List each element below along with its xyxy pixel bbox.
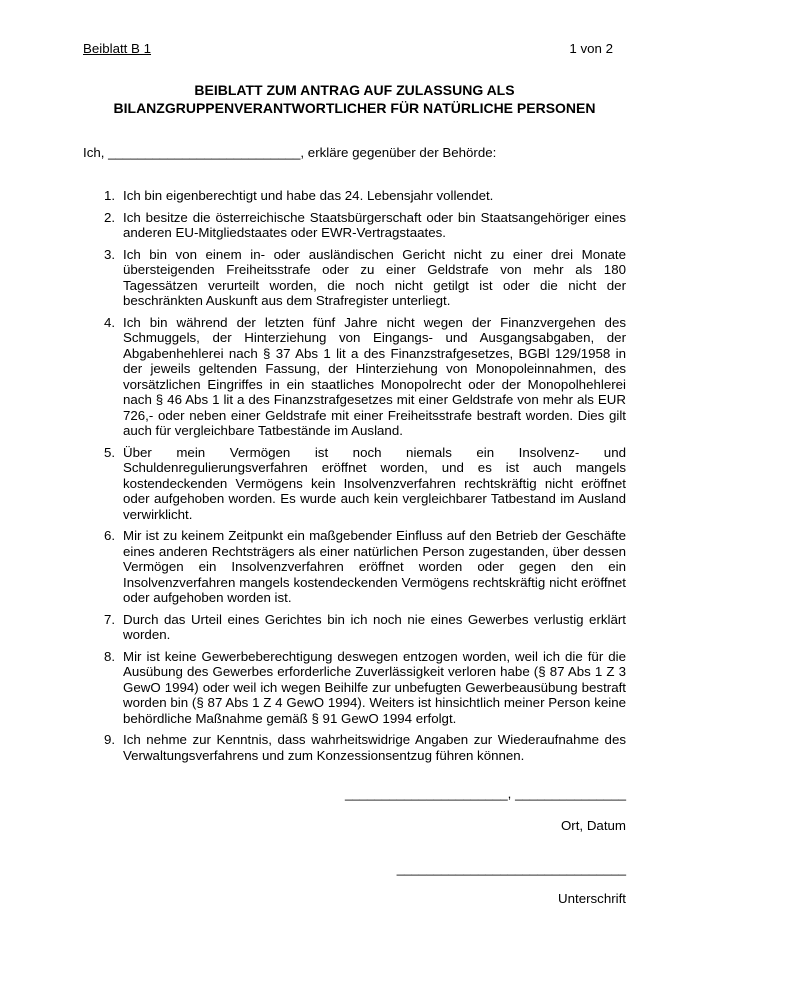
declaration-item-8 <box>83 649 626 727</box>
intro-suffix: , erkläre gegenüber der Behörde: <box>300 145 497 160</box>
document-title <box>83 82 626 117</box>
intro-prefix: Ich, <box>83 145 109 160</box>
declaration-item-1 <box>83 188 626 204</box>
document-title-line-1: BEIBLATT ZUM ANTRAG AUF ZULASSUNG ALS <box>194 82 515 98</box>
document-title-line-2: BILANZGRUPPENVERANTWORTLICHER FÜR NATÜRLICHE PERSONEN <box>113 99 596 116</box>
item-number: 5. <box>104 444 116 460</box>
item-number: 2. <box>104 209 116 225</box>
item-number: 8. <box>104 648 116 664</box>
unterschrift-blank-field: _______________________________ <box>396 861 626 876</box>
ort-datum-separator: , <box>507 786 516 801</box>
item-text: Ich bin eigenberechtigt und habe das 24. Lebensjahr vollendet. <box>123 188 494 203</box>
item-number: 9. <box>104 732 116 747</box>
declaration-item-2 <box>83 210 626 241</box>
item-text: Ich bin während der letzten fünf Jahre nicht wegen der Finanzvergehen des Schmuggels, der Hinterziehung von Eingangs- und Ausgangsabgaben, der Abgabenhehlerei nach § 37 Abs 1 lit a des Finanzstrafgesetzes, BGBl 129/1958 in der jeweils geltenden Fassung, der Hinterziehung von Monopoleinnahmen, des vorsätzlichen Eingriffes in ein staatliches Monopolrecht oder der Monopolhehlerei nach § 46 Abs 1 lit a des Finanzstrafgesetzes mit einer Geldstrafe von mehr als EUR 726,- oder neben einer Geldstrafe mit einer Freiheitsstrafe bestraft worden. Dies gilt auch für vergleichbare Tatbestände im Ausland. <box>123 314 626 438</box>
ort-blank-field: ______________________ <box>344 786 508 801</box>
item-text: Über mein Vermögen ist noch niemals ein Insolvenz- und Schuldenregulierungsverfahren eröffnet worden, und es ist auch mangels kostendeckenden Vermögens kein Insolvenzverfahren rechtskräftig nicht eröffnet oder aufgehoben worden. Es wurde auch kein vergleichbarer Tatbestand im Ausland verwirklicht. <box>123 444 626 522</box>
declaration-item-9 <box>83 732 626 763</box>
declaration-item-3 <box>83 247 626 309</box>
item-number: 4. <box>104 314 116 330</box>
declaration-item-5 <box>83 445 626 523</box>
item-number: 6. <box>104 528 116 543</box>
ort-datum-label: Ort, Datum <box>560 818 626 833</box>
unterschrift-label: Unterschrift <box>558 891 626 906</box>
item-text: Ich bin von einem in- oder ausländischen Gericht nicht zu einer drei Monate übersteigenden Freiheitsstrafe oder zu einer Geldstrafe von mehr als 180 Tagessätzen verurteilt worden, die noch nicht getilgt ist oder die nicht der beschränkten Auskunft aus dem Strafregister unterliegt. <box>123 246 626 308</box>
item-number: 3. <box>104 246 116 262</box>
datum-blank-field: _______________ <box>515 786 626 801</box>
name-blank-field: __________________________ <box>108 145 301 160</box>
item-text: Mir ist keine Gewerbeberechtigung deswegen entzogen worden, weil ich die für die Ausübung des Gewerbes erforderliche Zuverlässigkeit verloren habe (§ 87 Abs 1 Z 3 GewO 1994) oder weil ich wegen Beihilfe zur unbefugten Gewerbeausübung bestraft worden bin (§ 87 Abs 1 Z 4 GewO 1994). Weiters ist hinsichtlich meiner Person keine behördliche Maßnahme gemäß § 91 GewO 1994 erfolgt. <box>123 648 626 726</box>
declaration-item-4 <box>83 315 626 439</box>
item-text: Mir ist zu keinem Zeitpunkt ein maßgebender Einfluss auf den Betrieb der Geschäfte eines anderen Rechtsträgers als einer natürlichen Person zugestanden, über dessen Vermögen ein Insolvenzverfahren eröffnet worden oder gegen den ein Insolvenzverfahren mangels kostendeckenden Vermögens rechtskräftig nicht eröffnet oder aufgehoben worden ist. <box>123 528 626 605</box>
declaration-item-6 <box>83 528 626 606</box>
form-code: Beiblatt B 1 <box>83 41 152 56</box>
signature-line <box>83 861 626 877</box>
page-number: 1 von 2 <box>569 41 613 56</box>
item-text: Ich nehme zur Kenntnis, dass wahrheitswidrige Angaben zur Wiederaufnahme des Verwaltungsverfahrens und zum Konzessionsentzug führen können. <box>123 732 626 763</box>
item-text: Ich besitze die österreichische Staatsbürgerschaft oder bin Staatsangehöriger eines anderen EU-Mitgliedstaates oder EWR-Vertragstaates. <box>123 209 626 240</box>
item-number: 7. <box>104 611 116 627</box>
ort-datum-signature-line <box>83 786 626 802</box>
item-text: Durch das Urteil eines Gerichtes bin ich noch nie eines Gewerbes verlustig erklärt worden. <box>123 611 626 642</box>
declaration-item-7 <box>83 612 626 643</box>
item-number: 1. <box>104 188 116 203</box>
page-header <box>83 41 626 57</box>
declaration-intro <box>83 145 643 161</box>
declarations-list <box>83 188 626 769</box>
